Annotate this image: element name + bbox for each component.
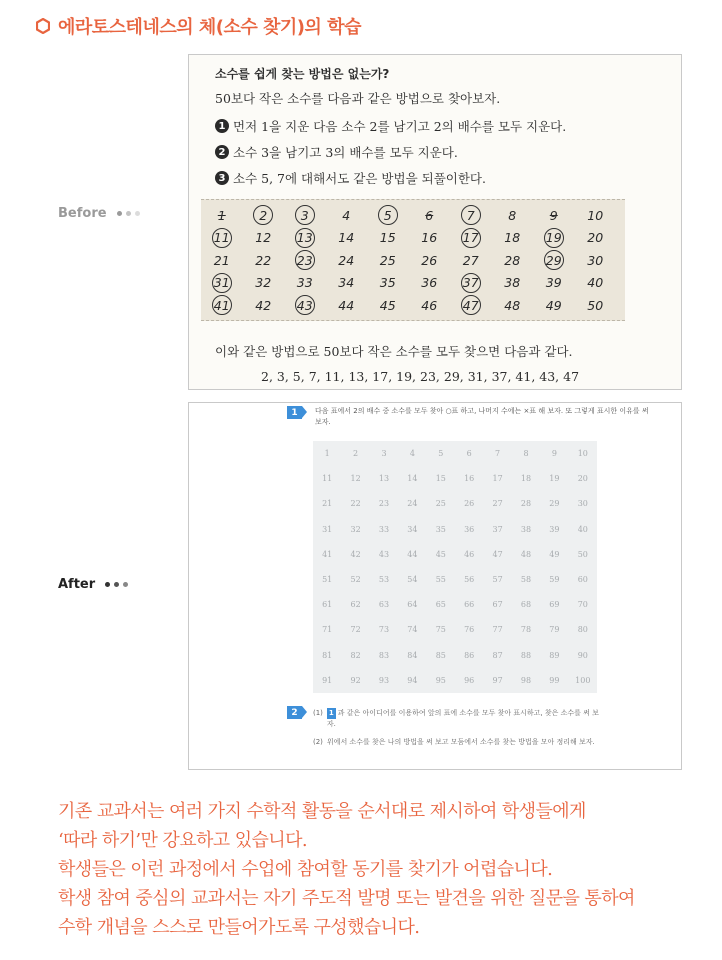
grid-cell[interactable]: 41 (322, 549, 333, 559)
grid-number-text: 10 (587, 207, 604, 223)
grid-number-text: 40 (587, 275, 604, 291)
grid-number (243, 294, 285, 317)
grid-number (575, 227, 617, 250)
grid-number-text: 34 (338, 275, 355, 291)
grid-cell[interactable]: 77 (492, 625, 503, 635)
grid-cell[interactable]: 98 (520, 675, 532, 685)
grid-cell[interactable]: 51 (322, 575, 333, 585)
dot (117, 211, 122, 216)
grid-cell[interactable]: 64 (407, 600, 418, 610)
grid-number (284, 272, 326, 295)
grid-number (450, 204, 492, 227)
grid-cell[interactable]: 36 (464, 524, 475, 534)
grid-cell[interactable]: 1 (324, 449, 330, 459)
before-step-3 (215, 169, 486, 187)
grid-number-text: 15 (379, 230, 396, 246)
grid-cell[interactable]: 86 (464, 650, 475, 660)
inline-badge: 1 (328, 709, 334, 717)
grid-number-text: 12 (255, 230, 272, 246)
before-primes-list: 2, 3, 5, 7, 11, 13, 17, 19, 23, 29, 31, 37, 41, 43, 47 (261, 369, 580, 384)
grid-cell[interactable]: 35 (435, 524, 446, 534)
grid-number (201, 294, 243, 317)
after-textbook-page (188, 402, 682, 770)
grid-number (492, 227, 534, 250)
grid-cell[interactable]: 71 (322, 625, 333, 635)
grid-cell[interactable]: 17 (492, 474, 503, 484)
grid-number (409, 227, 451, 250)
grid-number (284, 227, 326, 250)
grid-cell[interactable]: 95 (435, 675, 446, 685)
grid-number (450, 272, 492, 295)
grid-cell[interactable]: 3 (381, 449, 387, 459)
grid-cell[interactable]: 16 (464, 474, 475, 484)
grid-number (201, 204, 243, 227)
grid-number-text: 24 (338, 252, 355, 268)
grid-cell[interactable]: 78 (520, 625, 532, 635)
grid-cell[interactable]: 79 (549, 625, 560, 635)
grid-number-text: 14 (338, 230, 355, 246)
grid-number-text: 39 (545, 275, 562, 291)
grid-number (409, 249, 451, 272)
grid-number-text: 48 (504, 297, 521, 313)
grid-number-text: 30 (587, 252, 604, 268)
grid-number (243, 227, 285, 250)
grid-cell[interactable]: 82 (350, 650, 361, 660)
grid-number (492, 204, 534, 227)
grid-cell[interactable]: 85 (435, 650, 446, 660)
grid-number (367, 249, 409, 272)
grid-number (533, 227, 575, 250)
grid-number (533, 294, 575, 317)
grid-number (201, 249, 243, 272)
grid-cell[interactable]: 67 (492, 600, 503, 610)
grid-number (409, 272, 451, 295)
item-body: 위에서 소수를 찾은 나의 방법을 써 보고 모둠에서 소수를 찾는 방법을 모아 정리해 보자. (326, 738, 595, 746)
grid-number-text: 13 (295, 228, 315, 248)
grid-cell[interactable]: 42 (350, 549, 361, 559)
grid-cell[interactable]: 24 (407, 499, 418, 509)
after-dots (105, 582, 132, 587)
number-grid-100 (313, 441, 597, 693)
grid-number-text: 2 (253, 205, 273, 225)
grid-cell[interactable]: 37 (492, 524, 503, 534)
grid-number (367, 294, 409, 317)
before-result: 이와 같은 방법으로 50보다 작은 소수를 모두 찾으면 다음과 같다. (215, 344, 573, 359)
grid-cell[interactable]: 61 (322, 600, 333, 610)
grid-cell[interactable]: 12 (350, 474, 361, 484)
grid-number-text: 19 (544, 228, 564, 248)
grid-number-text: 46 (421, 297, 438, 313)
grid-cell[interactable]: 22 (350, 499, 361, 509)
grid-cell[interactable]: 52 (350, 575, 361, 585)
grid-number (409, 294, 451, 317)
grid-cell[interactable]: 7 (495, 449, 501, 459)
grid-number-text: 33 (296, 275, 313, 291)
grid-cell[interactable]: 21 (322, 499, 333, 509)
grid-cell[interactable]: 14 (407, 474, 418, 484)
grid-cell[interactable]: 75 (435, 625, 446, 635)
grid-cell[interactable]: 76 (464, 625, 475, 635)
grid-cell[interactable]: 19 (549, 474, 560, 484)
grid-number (367, 227, 409, 250)
grid-cell[interactable]: 4 (409, 449, 415, 459)
dot (126, 211, 131, 216)
grid-cell[interactable]: 91 (322, 675, 333, 685)
grid-cell[interactable]: 8 (523, 449, 529, 459)
grid-number (575, 272, 617, 295)
page-title (36, 12, 361, 40)
grid-number-text: 45 (379, 297, 396, 313)
grid-cell[interactable]: 38 (520, 524, 532, 534)
grid-number-text: 47 (461, 295, 481, 315)
paragraph-line: ‘따라 하기’만 강요하고 있습니다. (58, 830, 307, 851)
grid-cell[interactable]: 70 (577, 600, 588, 610)
grid-cell[interactable]: 11 (322, 474, 333, 484)
grid-cell[interactable]: 59 (549, 575, 560, 585)
step-number-badge: 3 (215, 171, 229, 185)
grid-cell[interactable]: 25 (435, 499, 446, 509)
grid-cell[interactable]: 99 (549, 675, 560, 685)
grid-number-text: 20 (587, 230, 604, 246)
paragraph-line: 학생들은 이런 과정에서 수업에 참여할 동기를 찾기가 어렵습니다. (58, 859, 553, 880)
grid-cell[interactable]: 57 (492, 575, 503, 585)
grid-number (575, 294, 617, 317)
grid-cell[interactable]: 63 (378, 600, 390, 610)
grid-number-text: 27 (462, 252, 479, 268)
grid-cell[interactable]: 92 (350, 675, 361, 685)
before-intro: 50보다 작은 소수를 다음과 같은 방법으로 찾아보자. (215, 91, 501, 106)
item-number: (1) (313, 709, 323, 717)
grid-number (284, 249, 326, 272)
grid-number (575, 204, 617, 227)
grid-cell[interactable]: 93 (378, 675, 390, 685)
grid-number-text: 26 (421, 252, 438, 268)
grid-cell[interactable]: 56 (464, 575, 475, 585)
dot (105, 582, 110, 587)
grid-number (450, 227, 492, 250)
grid-cell[interactable]: 20 (577, 474, 588, 484)
grid-number-text: 8 (508, 207, 517, 223)
grid-number (492, 272, 534, 295)
grid-cell[interactable]: 53 (378, 575, 390, 585)
grid-number-text: 22 (255, 252, 272, 268)
grid-number-text: 4 (342, 207, 351, 223)
dot (135, 211, 140, 216)
grid-cell[interactable]: 44 (407, 549, 418, 559)
grid-cell[interactable]: 83 (378, 650, 390, 660)
grid-cell[interactable]: 54 (407, 575, 418, 585)
grid-number (492, 294, 534, 317)
grid-cell[interactable]: 62 (350, 600, 361, 610)
grid-number-text: 9 (549, 207, 558, 223)
grid-number-text: 42 (255, 297, 272, 313)
grid-cell[interactable]: 5 (438, 449, 444, 459)
grid-cell[interactable]: 34 (407, 524, 418, 534)
grid-cell[interactable]: 49 (549, 549, 560, 559)
grid-cell[interactable]: 13 (378, 474, 390, 484)
title-text: 에라토스테네스의 체(소수 찾기)의 학습 (58, 17, 361, 38)
grid-number (367, 272, 409, 295)
grid-cell[interactable]: 9 (551, 449, 557, 459)
grid-cell[interactable]: 33 (378, 524, 390, 534)
grid-number-text: 6 (425, 207, 434, 223)
grid-cell[interactable]: 84 (407, 650, 418, 660)
grid-number-text: 16 (421, 230, 438, 246)
question-2-item-2 (313, 737, 599, 748)
dot (114, 582, 119, 587)
step-number-badge: 2 (215, 145, 229, 159)
grid-cell[interactable]: 96 (464, 675, 475, 685)
grid-number (243, 249, 285, 272)
item-body: 과 같은 아이디어를 이용하여 앞의 표에 소수를 모두 찾아 표시하고, 찾은 소수를 써 보자. (326, 709, 599, 728)
grid-number-text: 11 (212, 228, 232, 248)
grid-number-text: 38 (504, 275, 521, 291)
grid-cell[interactable]: 31 (322, 524, 333, 534)
grid-cell[interactable]: 65 (435, 600, 446, 610)
grid-number (450, 249, 492, 272)
question-2-item-1 (313, 708, 599, 730)
before-label-text: Before (58, 206, 107, 221)
hexagon-icon (36, 18, 50, 34)
grid-number-text: 35 (379, 275, 396, 291)
grid-cell[interactable]: 39 (549, 524, 560, 534)
grid-cell[interactable]: 94 (407, 675, 418, 685)
grid-number-text: 37 (461, 273, 481, 293)
grid-cell[interactable]: 27 (492, 499, 503, 509)
before-step-1 (215, 117, 566, 135)
grid-number-text: 44 (338, 297, 355, 313)
question-1-text: 다음 표에서 2의 배수 중 소수를 모두 찾아 ○표 하고, 나머지 수에는 ×표 해 보자. 또 그렇게 표시한 이유를 써 보자. (315, 407, 649, 426)
item-number: (2) (313, 738, 323, 746)
question-1-badge: 1 (287, 406, 302, 419)
after-label (58, 577, 132, 592)
grid-cell[interactable]: 50 (577, 549, 588, 559)
grid-number (284, 204, 326, 227)
grid-number-text: 3 (295, 205, 315, 225)
grid-number-text: 32 (255, 275, 272, 291)
grid-cell[interactable]: 68 (520, 600, 532, 610)
grid-cell[interactable]: 87 (492, 650, 503, 660)
grid-number-text: 17 (461, 228, 481, 248)
grid-cell[interactable]: 74 (407, 625, 418, 635)
grid-cell[interactable]: 46 (464, 549, 475, 559)
item-text (327, 708, 599, 730)
grid-cell[interactable]: 26 (464, 499, 475, 509)
grid-cell[interactable]: 30 (577, 499, 588, 509)
grid-cell[interactable]: 23 (378, 499, 390, 509)
grid-number (367, 204, 409, 227)
dot (123, 582, 128, 587)
grid-cell[interactable]: 88 (520, 650, 532, 660)
grid-cell[interactable]: 40 (577, 524, 588, 534)
grid-number-text: 28 (504, 252, 521, 268)
sieve-grid-50 (201, 204, 616, 317)
grid-number (533, 249, 575, 272)
grid-cell[interactable]: 80 (577, 625, 588, 635)
grid-number-text: 25 (379, 252, 396, 268)
step-number-badge: 1 (215, 119, 229, 133)
grid-cell[interactable]: 43 (378, 549, 390, 559)
grid-number (326, 227, 368, 250)
step-text: 먼저 1을 지운 다음 소수 2를 남기고 2의 배수를 모두 지운다. (233, 119, 567, 134)
grid-number-text: 41 (212, 295, 232, 315)
grid-number (450, 294, 492, 317)
grid-cell[interactable]: 45 (435, 549, 446, 559)
grid-number-text: 43 (295, 295, 315, 315)
grid-cell[interactable]: 2 (353, 449, 359, 459)
grid-cell[interactable]: 69 (549, 600, 560, 610)
before-step-2 (215, 143, 458, 161)
before-dots (117, 211, 144, 216)
grid-number (533, 272, 575, 295)
grid-cell[interactable]: 48 (520, 549, 532, 559)
grid-number (492, 249, 534, 272)
before-label (58, 206, 144, 221)
grid-number (326, 272, 368, 295)
grid-number (326, 204, 368, 227)
grid-cell[interactable]: 81 (322, 650, 333, 660)
grid-cell[interactable]: 15 (435, 474, 446, 484)
grid-number-text: 31 (212, 273, 232, 293)
grid-number-text: 21 (213, 252, 230, 268)
grid-number (575, 249, 617, 272)
grid-number-text: 18 (504, 230, 521, 246)
grid-number-text: 49 (545, 297, 562, 313)
grid-cell[interactable]: 10 (577, 449, 588, 459)
grid-number (284, 294, 326, 317)
grid-number-text: 7 (461, 205, 481, 225)
grid-cell[interactable]: 55 (435, 575, 446, 585)
grid-number (201, 227, 243, 250)
grid-cell[interactable]: 73 (378, 625, 390, 635)
grid-cell[interactable]: 89 (549, 650, 560, 660)
description-paragraph (58, 797, 718, 942)
grid-cell[interactable]: 72 (350, 625, 361, 635)
grid-cell[interactable]: 6 (466, 449, 472, 459)
grid-cell[interactable]: 47 (492, 549, 503, 559)
number-paper (201, 199, 625, 321)
grid-cell[interactable]: 32 (350, 524, 361, 534)
grid-cell[interactable]: 100 (575, 675, 591, 685)
grid-cell[interactable]: 18 (520, 474, 532, 484)
question-2-badge: 2 (287, 706, 302, 719)
grid-number (326, 294, 368, 317)
grid-number-text: 1 (217, 207, 226, 223)
grid-cell[interactable]: 90 (577, 650, 588, 660)
step-text: 소수 3을 남기고 3의 배수를 모두 지운다. (233, 145, 458, 160)
grid-cell[interactable]: 28 (520, 499, 532, 509)
grid-number (243, 204, 285, 227)
grid-number-text: 50 (587, 297, 604, 313)
paragraph-line: 기존 교과서는 여러 가지 수학적 활동을 순서대로 제시하여 학생들에게 (58, 801, 586, 822)
paragraph-line: 수학 개념을 스스로 만들어가도록 구성했습니다. (58, 917, 420, 938)
grid-number (409, 204, 451, 227)
grid-cell[interactable]: 29 (549, 499, 560, 509)
grid-number (243, 272, 285, 295)
grid-number (326, 249, 368, 272)
grid-number-text: 36 (421, 275, 438, 291)
grid-cell[interactable]: 97 (492, 675, 503, 685)
grid-number-text: 29 (544, 250, 564, 270)
grid-number (201, 272, 243, 295)
grid-number (533, 204, 575, 227)
before-heading: 소수를 쉽게 찾는 방법은 없는가? (215, 67, 390, 81)
after-label-text: After (58, 577, 96, 592)
grid-cell[interactable]: 66 (464, 600, 475, 610)
before-textbook-page (188, 54, 682, 390)
paragraph-line: 학생 참여 중심의 교과서는 자기 주도적 발명 또는 발견을 위한 질문을 통하여 (58, 888, 635, 909)
grid-cell[interactable]: 60 (577, 575, 588, 585)
step-text: 소수 5, 7에 대해서도 같은 방법을 되풀이한다. (233, 171, 486, 186)
grid-cell[interactable]: 58 (520, 575, 532, 585)
grid-number-text: 23 (295, 250, 315, 270)
grid-number-text: 5 (378, 205, 398, 225)
